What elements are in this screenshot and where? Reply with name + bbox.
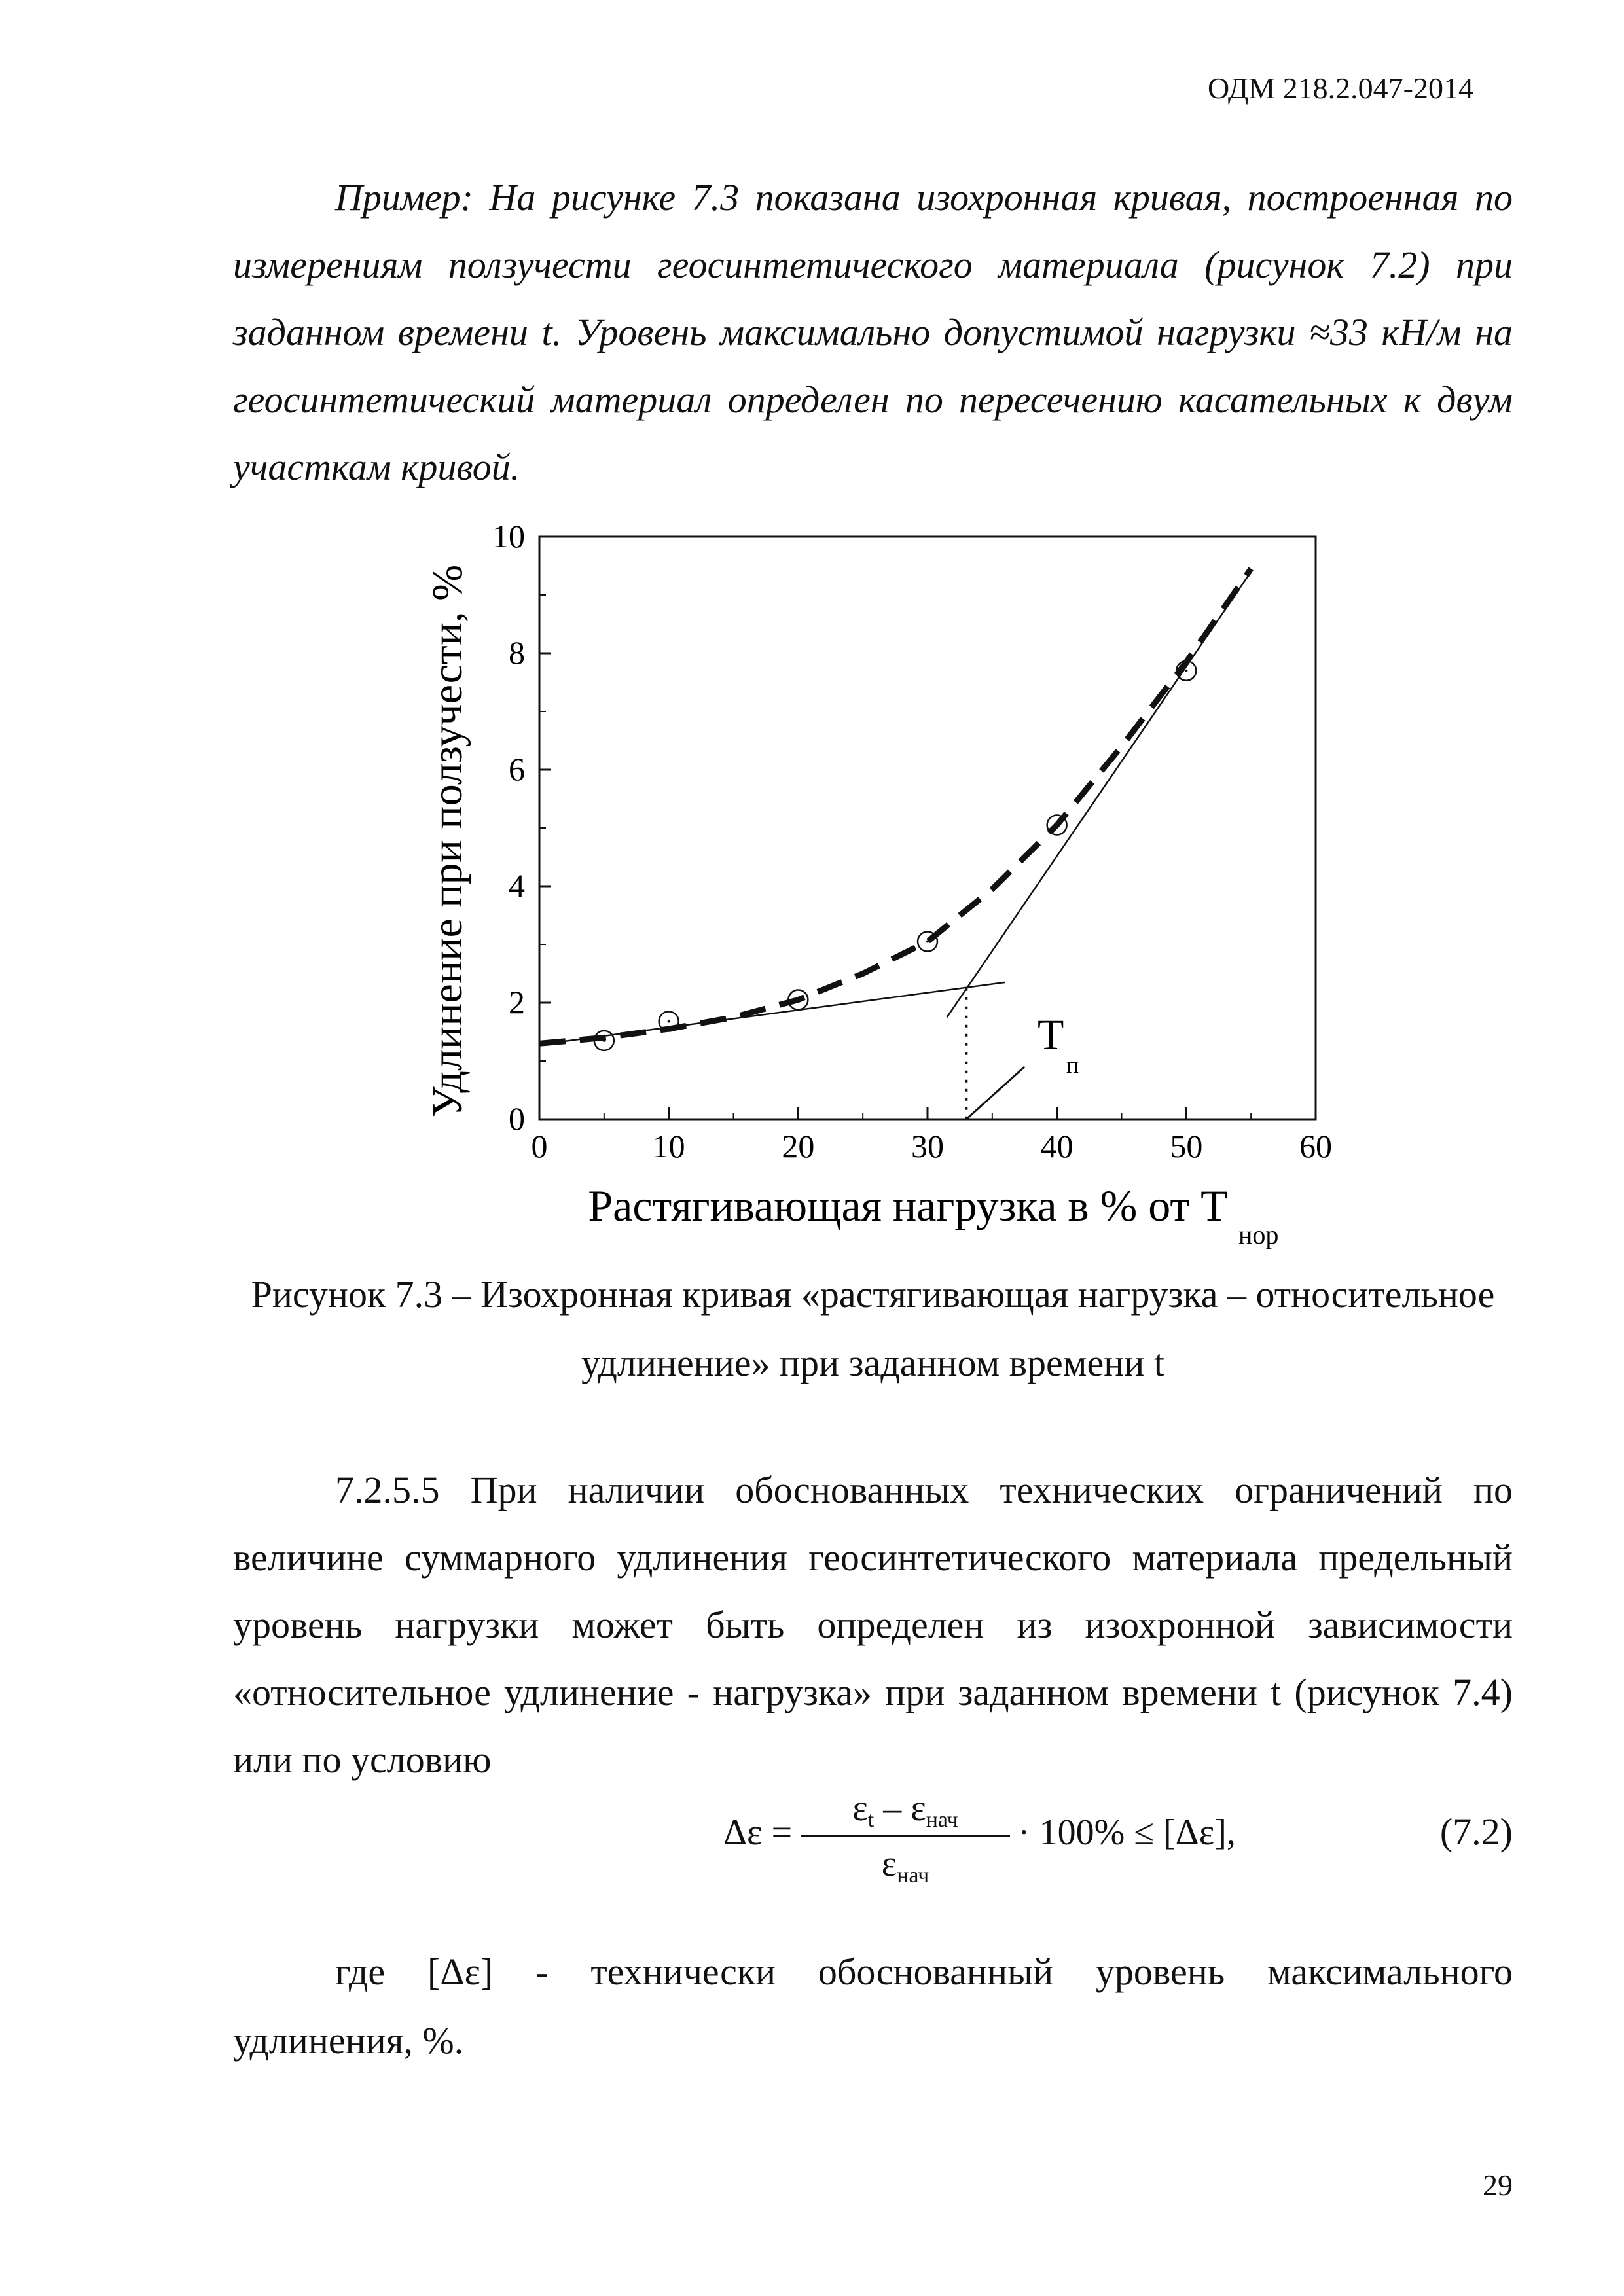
formula-fraction xyxy=(801,1785,1010,1887)
body-paragraph: 7.2.5.5 При наличии обоснованных технических ограничений по величине суммарного удлинения геосинтетического материала предельный уровень нагрузки может быть определен из изохронной зависимости «относительное удлинение - нагрузка» при заданном времени t (рисунок 7.4) или по условию xyxy=(233,1469,1513,1781)
formula-lhs: Δε = xyxy=(723,1812,793,1853)
data-point-center xyxy=(668,1020,670,1022)
example-paragraph: Пример: На рисунке 7.3 показана изохронная кривая, построенная по измерениям ползучести геосинтетического материала (рисунок 7.2) при заданном времени t. Уровень максимально допустимой нагрузки ≈33 кН/м на геосинтетический материал определен по пересечению касательных к двум участкам кривой. xyxy=(233,176,1513,488)
formula-7-2 xyxy=(723,1785,1247,1916)
y-tick-label: 10 xyxy=(492,518,525,554)
caption-line-1: Рисунок 7.3 – Изохронная кривая «растягивающая нагрузка – относительное xyxy=(251,1273,1495,1316)
equation-number: (7.2) xyxy=(1439,1810,1513,1853)
x-tick-label: 30 xyxy=(911,1128,944,1164)
y-tick-label: 6 xyxy=(509,751,525,787)
y-tick-label: 2 xyxy=(509,984,525,1020)
y-axis-label: Удлинение при ползучести, % xyxy=(424,564,471,1118)
y-tick-label: 0 xyxy=(509,1100,525,1137)
formula-rhs: · 100% ≤ [Δε], xyxy=(1018,1812,1236,1853)
annotation-pointer xyxy=(966,1067,1024,1119)
formula-numerator: $\varepsilon_t - \varepsilon_{нач}$ xyxy=(852,1788,958,1832)
isochronous-fit-curve xyxy=(539,569,1251,1043)
x-tick-label: 20 xyxy=(782,1128,815,1164)
data-point-center xyxy=(1185,670,1187,672)
x-tick-label: 60 xyxy=(1299,1128,1332,1164)
plot-frame xyxy=(539,537,1316,1119)
x-tick-label: 40 xyxy=(1040,1128,1074,1164)
document-id: ОДМ 218.2.047-2014 xyxy=(1207,71,1473,105)
where-clause xyxy=(233,1937,1513,2075)
tangent-low-line xyxy=(539,982,1005,1045)
where-line-2: удлинения, %. xyxy=(233,2019,464,2062)
y-tick-label: 4 xyxy=(509,867,525,904)
annotation-label-sub: п xyxy=(1066,1052,1079,1079)
annotation-label: T xyxy=(1038,1011,1064,1060)
y-tick-label: 8 xyxy=(509,634,525,671)
caption-line-2: удлинение» при заданном времени t xyxy=(581,1342,1164,1384)
isochronous-curve-chart xyxy=(406,518,1332,1296)
x-tick-label: 10 xyxy=(652,1128,685,1164)
formula-denominator: $\varepsilon_{нач}$ xyxy=(881,1844,929,1888)
x-tick-label: 0 xyxy=(531,1128,548,1164)
where-line-1: где [Δε] - технически обоснованный уровень максимального xyxy=(335,1950,1513,1993)
tangent-high-line xyxy=(947,571,1252,1017)
page-number: 29 xyxy=(1483,2168,1513,2202)
fraction-bar xyxy=(801,1835,1010,1837)
x-tick-label: 50 xyxy=(1170,1128,1203,1164)
figure-caption xyxy=(233,1260,1513,1397)
x-axis-label-sub: нор xyxy=(1238,1220,1279,1249)
x-axis-label: Растягивающая нагрузка в % от T xyxy=(588,1181,1228,1230)
